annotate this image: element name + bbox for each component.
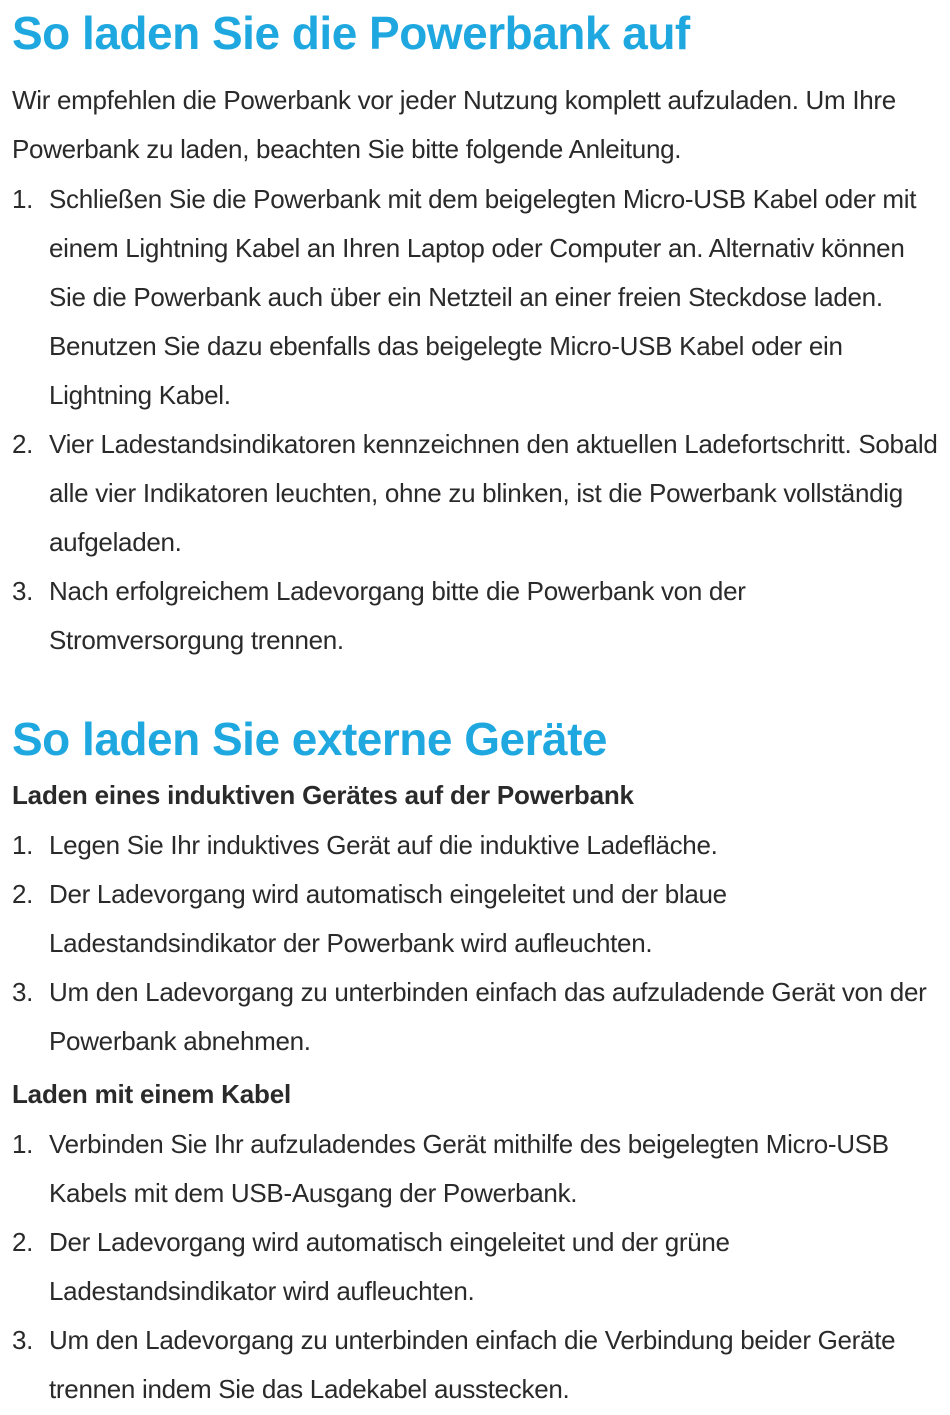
section-heading-charge-external-devices: So laden Sie externe Geräte — [12, 713, 607, 765]
step-text: Der Ladevorgang wird automatisch eingeleitet und der grüne Ladestandsindikator wird aufleuchten. — [49, 1227, 730, 1306]
step-text: Verbinden Sie Ihr aufzuladendes Gerät mithilfe des beigelegten Micro-USB Kabels mit dem USB-Ausgang der Powerbank. — [49, 1129, 889, 1208]
step-number: 1. — [12, 184, 34, 214]
step-number: 3. — [12, 576, 34, 606]
step-text: Der Ladevorgang wird automatisch eingeleitet und der blaue Ladestandsindikator der Powerbank wird aufleuchten. — [49, 879, 727, 958]
step-number: 3. — [12, 1325, 34, 1355]
step-text: Um den Ladevorgang zu unterbinden einfach die Verbindung beider Geräte trennen indem Sie das Ladekabel ausstecken. — [49, 1325, 896, 1404]
list-item — [12, 1316, 940, 1414]
powerbank-charging-steps — [12, 175, 940, 665]
step-text: Nach erfolgreichem Ladevorgang bitte die Powerbank von der Stromversorgung trennen. — [49, 576, 746, 655]
subheading-inductive-charging: Laden eines induktiven Gerätes auf der Powerbank — [12, 780, 634, 810]
step-number: 2. — [12, 429, 34, 459]
intro-paragraph: Wir empfehlen die Powerbank vor jeder Nutzung komplett aufzuladen. Um Ihre Powerbank zu laden, beachten Sie bitte folgende Anleitung. — [12, 85, 896, 164]
subheading-cable-charging: Laden mit einem Kabel — [12, 1079, 291, 1109]
step-text: Legen Sie Ihr induktives Gerät auf die induktive Ladefläche. — [49, 830, 718, 860]
list-item — [12, 175, 940, 420]
list-item — [12, 1120, 940, 1218]
step-number: 3. — [12, 977, 34, 1007]
list-item — [12, 420, 940, 567]
list-item — [12, 821, 940, 870]
list-item — [12, 968, 940, 1066]
cable-charging-steps — [12, 1120, 940, 1414]
step-number: 2. — [12, 1227, 34, 1257]
step-number: 1. — [12, 830, 34, 860]
step-number: 1. — [12, 1129, 34, 1159]
list-item — [12, 870, 940, 968]
section-heading-charge-powerbank: So laden Sie die Powerbank auf — [12, 7, 690, 59]
step-text: Vier Ladestandsindikatoren kennzeichnen den aktuellen Ladefortschritt. Sobald alle vier Indikatoren leuchten, ohne zu blinken, ist die Powerbank vollständig aufgeladen. — [49, 429, 938, 557]
step-text: Um den Ladevorgang zu unterbinden einfach das aufzuladende Gerät von der Powerbank abnehmen. — [49, 977, 927, 1056]
step-number: 2. — [12, 879, 34, 909]
list-item — [12, 567, 940, 665]
inductive-charging-steps — [12, 821, 940, 1066]
step-text: Schließen Sie die Powerbank mit dem beigelegten Micro-USB Kabel oder mit einem Lightning Kabel an Ihren Laptop oder Computer an. Alternativ können Sie die Powerbank auch über ein Netzteil an einer freien Steckdose laden. Benutzen Sie dazu ebenfalls das beigelegte Micro-USB Kabel oder ein Lightning Kabel. — [49, 184, 917, 410]
list-item — [12, 1218, 940, 1316]
